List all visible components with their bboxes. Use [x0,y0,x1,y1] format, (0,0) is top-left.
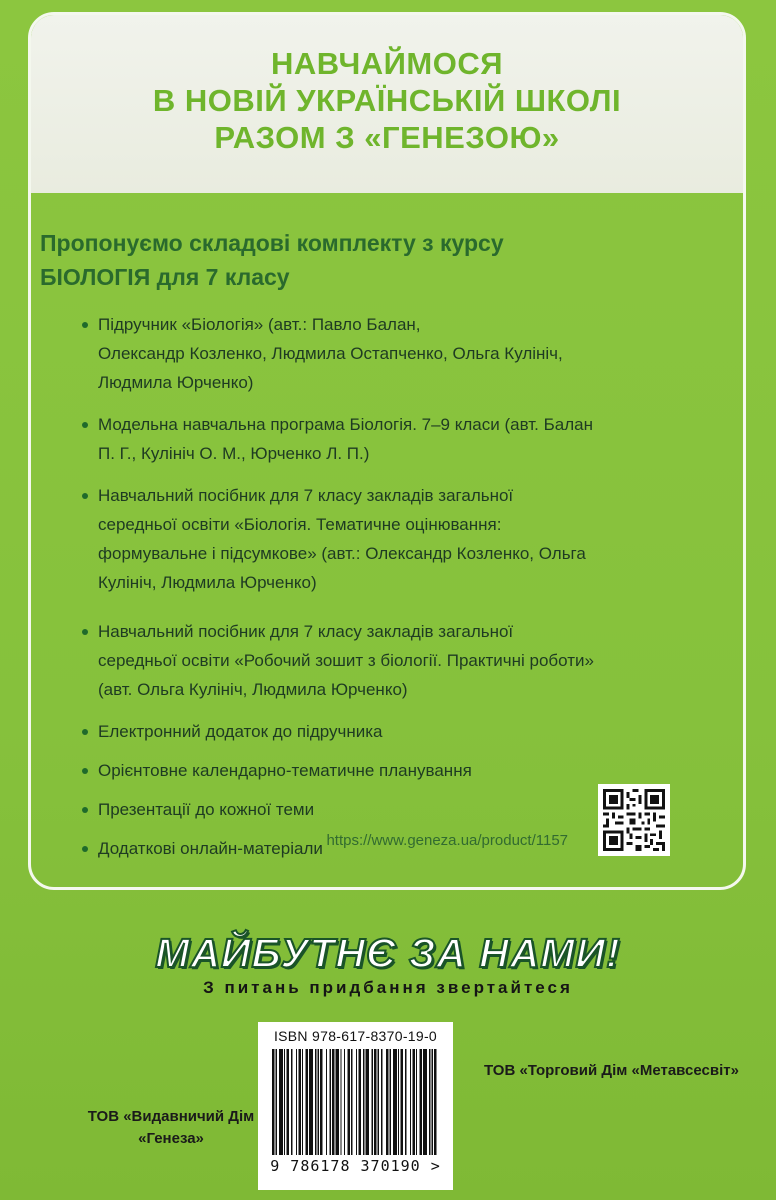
list-item: Модельна навчальна програма Біологія. 7–9 класи (авт. Балан П. Г., Кулініч О. М., Юрченко Л. П.) [94,410,674,468]
headline-line-3: РАЗОМ З «ГЕНЕЗОЮ» [214,120,560,155]
list-item: Навчальний посібник для 7 класу закладів загальної середньої освіти «Біологія. Тематичне оцінювання: формувальне і підсумкове» (авт.: Олександр Козленко, Ольга Кулініч, Людмила Юрченко) [94,481,674,597]
list-item: Електронний додаток до підручника [94,717,674,746]
isbn-text: ISBN 978-617-8370-19-0 [273,1028,438,1044]
headline-line-2: В НОВІЙ УКРАЇНСЬКІЙ ШКОЛІ [152,83,622,118]
qr-code-icon[interactable] [598,784,670,856]
barcode-box [258,1022,453,1190]
intro-line-2: БІОЛОГІЯ для 7 класу [40,264,290,290]
intro-line-1: Пропонуємо складові комплекту з курсу [40,230,504,256]
publisher-left-line-1: ТОВ «Видавничий Дім [87,1108,255,1125]
list-item: Орієнтовне календарно-тематичне планування [94,756,674,785]
publisher-left-line-2: «Генеза» [138,1130,204,1147]
headline [31,45,743,156]
list-item: Навчальний посібник для 7 класу закладів загальної середньої освіти «Робочий зошит з біології. Практичні роботи» (авт. Ольга Кулініч, Людмила Юрченко) [94,617,674,704]
barcode-icon [266,1049,445,1155]
slogan: МАЙБУТНЄ ЗА НАМИ! [155,930,621,976]
kit-component-list [94,310,674,863]
list-item: Підручник «Біологія» (авт.: Павло Балан, Олександр Козленко, Людмила Остапченко, Ольга Кулініч, Людмила Юрченко) [94,310,674,397]
publisher-left [76,1106,266,1150]
list-item: Додаткові онлайн-матеріали [94,834,674,863]
list-item: Презентації до кожної теми [94,795,674,824]
product-link[interactable]: https://www.geneza.ua/product/1157 [326,832,568,849]
intro-text [40,226,680,294]
publisher-right: ТОВ «Торговий Дім «Метавсесвіт» [484,1062,739,1079]
headline-line-1: НАВЧАЙМОСЯ [270,46,504,81]
purchase-note: З питань придбання звертайтеся [203,978,573,997]
barcode-number: 9 786178 370190 > [270,1157,441,1175]
